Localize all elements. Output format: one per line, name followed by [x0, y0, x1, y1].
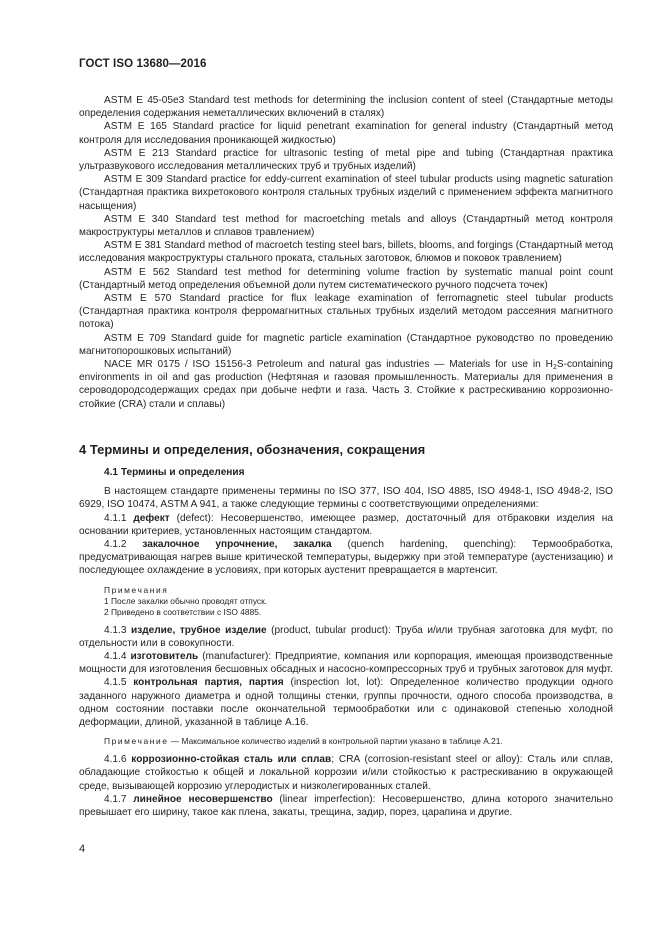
term-number: 4.1.4: [104, 651, 127, 663]
note-item: 1 После закалки обычно проводят отпуск.: [104, 595, 268, 606]
reference-item: ASTM E 381 Standard method of macroetch testing steel bars, billets, blooms, and forgings (Стандартный метод исследования макроструктуры стального проката, стальных заготовок, блюмов и поковок травлением): [79, 240, 613, 265]
reference-item: ASTM E 213 Standard practice for ultrasonic testing of metal pipe and tubing (Стандартная практика ультразвукового исследования металлических труб и трубных изделий): [79, 147, 613, 173]
term-definition: (inspection lot, lot): Определенное количество продукции одного заданного наружного диаметра и одной толщины стенки, группы прочности, одного способа производства, в одном состоянии поставки после окончательной термообработки или с одинаковой степенью холодной деформации, длиной, указанной в таблице А.16.: [79, 677, 613, 729]
term-4-1-5: [79, 676, 613, 729]
reference-item: ASTM E 340 Standard test method for macroetching metals and alloys (Стандартный метод контроля макроструктуры металлов и сплавов травлением): [79, 213, 613, 239]
section-title: 4 Термины и определения, обозначения, сокращения: [79, 442, 426, 457]
term-number: 4.1.7: [104, 793, 127, 805]
note-lot: [79, 736, 613, 747]
reference-item: ASTM E 709 Standard guide for magnetic particle examination (Стандартное руководство по проведению магнитопорошковых испытаний): [79, 332, 613, 357]
reference-item: ASTM E 570 Standard practice for flux leakage examination of ferromagnetic steel tubular products (Стандартная практика контроля ферромагнитных стальных трубных изделий методом рассеяния магнитного потока): [79, 293, 613, 331]
reference-item: ASTM E 165 Standard practice for liquid penetrant examination for general industry (Стандартный метод контроля для исследования проникающей жидкостью): [79, 121, 613, 146]
term-definition: (manufacturer): Предприятие, компания или корпорация, имеющая производственные мощности для изготовления бесшовных обсадных и насосно-компрессорных труб и трубных заготовок для муфт.: [79, 651, 613, 676]
term-4-1-4: [79, 650, 613, 676]
term-name: линейное несовершенство: [133, 793, 273, 805]
notes-block: [79, 585, 613, 618]
term-4-1-7: [79, 793, 613, 819]
page-number: 4: [79, 843, 86, 855]
term-definition: (product, tubular product): Труба и/или трубная заготовка для муфт, по отдельности или в совокупности.: [79, 624, 613, 649]
term-number: 4.1.5: [104, 677, 127, 689]
reference-item: ASTM E 562 Standard test method for determining volume fraction by systematic manual point count (Стандартный метод определения объемной доли путем систематического ручного подсчета точек): [79, 266, 613, 291]
term-4-1-6: [79, 753, 613, 793]
term-definition: ; CRA (corrosion-resistant steel or alloy): Сталь или сплав, обладающие стойкостью к общей и локальной коррозии и/или стойкостью к растрескиванию в окружающей среде, вызывающей коррозию углеродистых и низколегированных сталей.: [79, 754, 614, 792]
subsection-title: 4.1 Термины и определения: [104, 467, 245, 478]
document-header: ГОСТ ISO 13680—2016: [79, 58, 207, 70]
terms-section: [79, 466, 613, 819]
term-number: 4.1.1: [104, 512, 127, 524]
term-4-1-2: [79, 538, 613, 578]
notes-label: Примечания: [104, 584, 169, 595]
term-name: контрольная партия, партия: [133, 677, 284, 689]
term-number: 4.1.2: [104, 539, 127, 551]
note-label: Примечание: [104, 736, 169, 747]
term-name: изготовитель: [130, 651, 199, 663]
term-number: 4.1.6: [104, 754, 127, 766]
term-definition: (defect): Несовершенство, имеющее размер, достаточный для отбраковки изделия на основании критериев, установленных настоящим стандартом.: [79, 512, 613, 537]
intro-paragraph: В настоящем стандарте применены термины по ISO 377, ISO 404, ISO 4885, ISO 4948-1, ISO 4948-2, ISO 6929, ISO 10474, ASTM A 941, а также следующие термины с соответствующими определениями:: [79, 486, 613, 511]
term-name: изделие, трубное изделие: [131, 624, 267, 636]
note-item: 2 Приведено в соответствии с ISO 4885.: [104, 606, 262, 617]
nace-subscript: 2: [552, 364, 557, 372]
nace-text-1: NACE MR 0175 / ISO 15156-3 Petroleum and natural gas industries — Materials for use in H: [104, 359, 553, 371]
reference-item: ASTM E 309 Standard practice for eddy-current examination of steel tubular products using magnetic saturation (Стандартная практика вихретокового контроля стальных трубных изделий с применением эффекта магнитного насыщения): [79, 174, 613, 212]
reference-item-nace: [79, 358, 613, 411]
term-name: дефект: [133, 512, 170, 524]
term-definition: (linear imperfection): Несовершенство, длина которого значительно превышает его ширину, такое как плена, закаты, трещина, задир, порез, царапина и другие.: [79, 793, 613, 819]
references-list: [79, 94, 613, 411]
reference-item: ASTM E 45-05e3 Standard test methods for determining the inclusion content of steel (Стандартные методы определения содержания неметаллических включений в сталях): [79, 95, 613, 120]
term-4-1-1: [79, 512, 613, 538]
note-text: — Максимальное количество изделий в контрольной партии указано в таблице А.21.: [168, 736, 503, 747]
nace-text-2: S-containing environments in oil and gas production (Нефтяная и газовая промышленность. Материалы для применения в сероводородсодержащих средах при добыче нефти и газа. Часть 3. Стойкие к растрескиванию коррозионно-стойкие (CRA) стали и сплавы): [79, 359, 613, 410]
term-name: закалочное упрочнение, закалка: [142, 539, 332, 551]
term-name: коррозионно-стойкая сталь или сплав: [131, 754, 332, 766]
term-4-1-3: [79, 624, 613, 650]
term-definition: (quench hardening, quenching): Термообработка, предусматривающая нагрев выше критической температуры, выдержку при этой температуре (аустенизацию) и последующее охлаждение в условиях, при которых аустенит превращается в мартенсит.: [79, 539, 613, 577]
term-number: 4.1.3: [104, 624, 127, 636]
